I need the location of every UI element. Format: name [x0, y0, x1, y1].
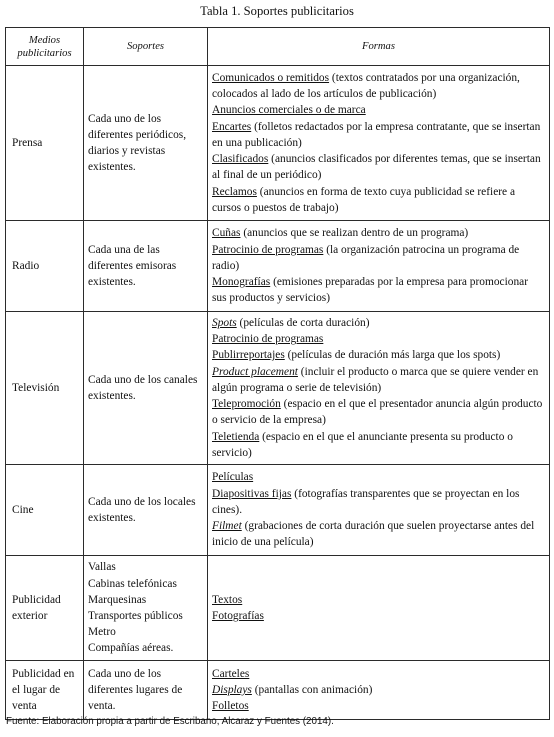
forma-item [212, 666, 545, 682]
forma-item [212, 347, 545, 363]
forma-description: (anuncios que se realizan dentro de un programa) [240, 227, 469, 240]
table-header-row [6, 28, 550, 66]
forma-name: Películas [212, 471, 254, 484]
forma-description: (espacio en el que el anunciante presenta su producto o servicio) [212, 430, 513, 459]
forma-name: Spots [212, 317, 237, 330]
forma-description: (fotografías transparentes que se proyectan en los cines). [212, 487, 520, 516]
forma-name: Anuncios comerciales o de marca [212, 104, 366, 117]
medio-cell: Publicidad en el lugar de venta [6, 661, 84, 720]
forma-item [212, 396, 545, 428]
formas-cell [208, 221, 550, 312]
forma-name: Product placement [212, 365, 298, 378]
soporte-cell: Cada uno de los canales existentes. [84, 312, 208, 465]
forma-item [212, 608, 545, 624]
table-row [6, 556, 550, 661]
medio-cell: Prensa [6, 66, 84, 221]
forma-name: Teletienda [212, 430, 260, 443]
supports-table [5, 27, 550, 720]
forma-item [212, 592, 545, 608]
forma-description: (películas de corta duración) [236, 317, 370, 330]
forma-description: (anuncios en forma de texto cuya publicidad se refiere a cursos o puestos de trabajo) [212, 185, 515, 214]
forma-item [212, 102, 545, 118]
forma-description: (emisiones preparadas por la empresa para promocionar sus productos y servicios) [212, 276, 528, 305]
forma-name: Carteles [212, 667, 250, 680]
forma-name: Cuñas [212, 227, 241, 240]
formas-cell [208, 312, 550, 465]
forma-description: (la organización patrocina un programa de radio) [212, 243, 520, 272]
forma-description: (incluir el producto o marca que se quiere vender en algún programa o serie de televisión) [212, 365, 539, 394]
forma-name: Fotografías [212, 610, 264, 622]
forma-description: (textos contratados por una organización, colocados al lado de los artículos de publicación) [212, 72, 520, 101]
forma-description: (pantallas con animación) [251, 683, 373, 696]
table-row [6, 66, 550, 221]
forma-name: Encartes [212, 120, 252, 133]
forma-name: Monografías [212, 276, 271, 289]
soporte-cell: Vallas Cabinas telefónicas Marquesinas Transportes públicos Metro Compañías aéreas. [84, 556, 208, 661]
forma-item [212, 469, 545, 485]
forma-name: Diapositivas fijas [212, 487, 292, 500]
forma-name: Comunicados o remitidos [212, 72, 330, 85]
forma-item [212, 331, 545, 347]
forma-item [212, 429, 545, 461]
forma-item [212, 242, 545, 274]
forma-item [212, 70, 545, 102]
forma-item [212, 151, 545, 183]
formas-cell [208, 661, 550, 720]
medio-cell: Cine [6, 465, 84, 556]
forma-name: Clasificados [212, 153, 269, 166]
table-row [6, 221, 550, 312]
forma-name: Reclamos [212, 185, 257, 198]
forma-name: Patrocinio de programas [212, 333, 324, 346]
forma-item [212, 682, 545, 698]
forma-item [212, 225, 545, 241]
forma-item [212, 274, 545, 306]
forma-name: Folletos [212, 700, 249, 713]
medio-cell: Televisión [6, 312, 84, 465]
forma-name: Patrocinio de programas [212, 243, 324, 256]
soporte-cell: Cada uno de los diferentes periódicos, diarios y revistas existentes. [84, 66, 208, 221]
medio-cell: Radio [6, 221, 84, 312]
table-row [6, 465, 550, 556]
forma-item [212, 119, 545, 151]
soporte-cell: Cada uno de los diferentes lugares de venta. [84, 661, 208, 720]
table-row [6, 312, 550, 465]
header-medios: Medios publicitarios [6, 28, 84, 66]
formas-cell [208, 465, 550, 556]
forma-description: (folletos redactados por la empresa contratante, que se insertan en una publicación) [212, 120, 541, 149]
forma-name: Filmet [212, 520, 242, 533]
forma-name: Textos [212, 593, 243, 606]
forma-name: Telepromoción [212, 398, 281, 411]
soporte-cell: Cada uno de los locales existentes. [84, 465, 208, 556]
forma-description: (películas de duración más larga que los spots) [284, 349, 501, 362]
table-source-note: Fuente: Elaboración propia a partir de Escribano, Alcaraz y Fuentes (2014). [6, 716, 334, 727]
forma-item [212, 364, 545, 396]
formas-cell [208, 556, 550, 661]
table-row [6, 661, 550, 720]
header-soportes: Soportes [84, 28, 208, 66]
header-formas: Formas [208, 28, 550, 66]
soporte-cell: Cada una de las diferentes emisoras existentes. [84, 221, 208, 312]
forma-description: (espacio en el que el presentador anuncia algún producto o servicio de la empresa) [212, 398, 543, 427]
medio-cell: Publicidad exterior [6, 556, 84, 661]
forma-item [212, 518, 545, 550]
formas-cell [208, 66, 550, 221]
forma-description: (anuncios clasificados por diferentes temas, que se insertan al final de un periódico) [212, 153, 541, 182]
forma-name: Publirreportajes [212, 349, 285, 362]
forma-description: (grabaciones de corta duración que suelen proyectarse antes del inicio de una película) [212, 520, 535, 549]
forma-item [212, 486, 545, 518]
forma-name: Displays [212, 683, 252, 696]
forma-item [212, 315, 545, 331]
table-title: Tabla 1. Soportes publicitarios [200, 4, 354, 18]
forma-item [212, 698, 545, 714]
forma-item [212, 184, 545, 216]
